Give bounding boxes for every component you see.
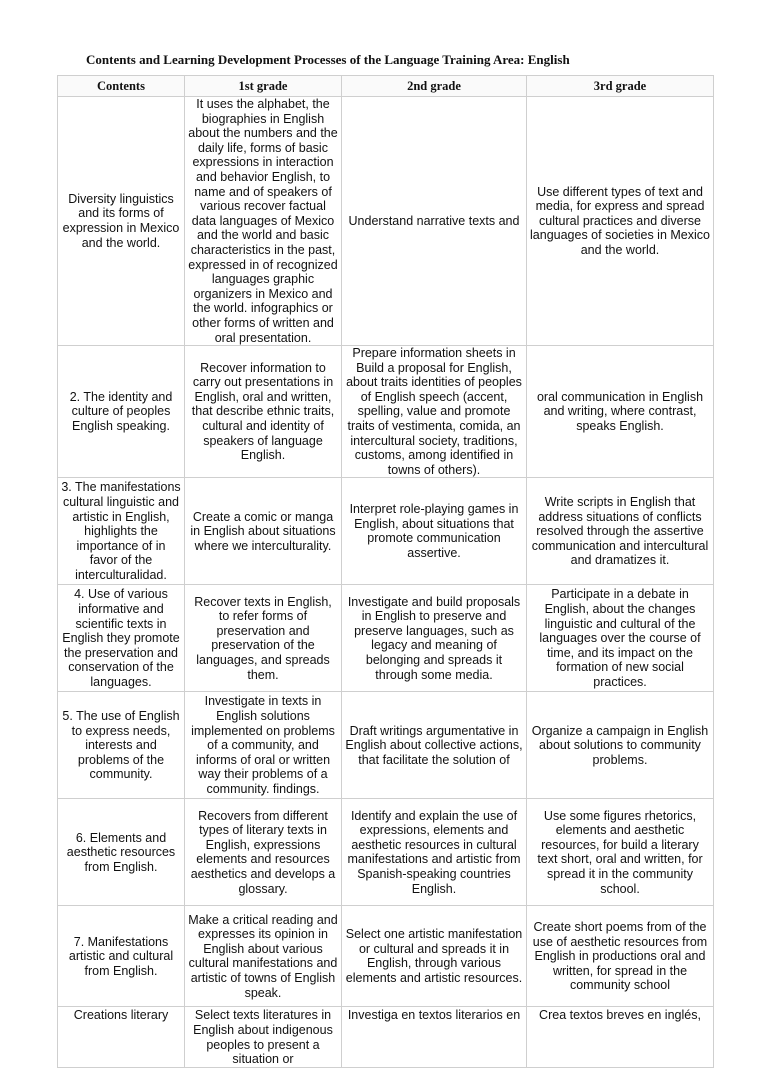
table-row bbox=[58, 346, 714, 478]
contents-cell: Diversity linguistics and its forms of expression in Mexico and the world. bbox=[58, 97, 185, 346]
table-row bbox=[58, 1007, 714, 1067]
grade2-cell: Select one artistic manifestation or cultural and spreads it in English, through various elements and artistic resources. bbox=[342, 906, 527, 1007]
table-row bbox=[58, 585, 714, 692]
contents-cell: 3. The manifestations cultural linguistic and artistic in English, highlights the importance of in favor of the interculturalidad. bbox=[58, 478, 185, 585]
grade1-cell: Recover information to carry out presentations in English, oral and written, that describe ethnic traits, cultural and identity of speakers of language English. bbox=[185, 346, 342, 478]
grade3-cell: Write scripts in English that address situations of conflicts resolved through the assertive communication and intercultural and dramatizes it. bbox=[527, 478, 714, 585]
header-row bbox=[58, 76, 714, 97]
table-row bbox=[58, 692, 714, 799]
document-title: Contents and Learning Development Processes of the Language Training Area: English bbox=[86, 52, 570, 67]
contents-cell: 6. Elements and aesthetic resources from English. bbox=[58, 799, 185, 906]
grade3-cell: Participate in a debate in English, about the changes linguistic and cultural of the languages over the course of time, and its impact on the formation of new social practices. bbox=[527, 585, 714, 692]
content-table bbox=[57, 75, 714, 1068]
grade2-cell: Understand narrative texts and bbox=[342, 97, 527, 346]
contents-cell: Creations literary bbox=[58, 1007, 185, 1067]
grade1-cell: Recover texts in English, to refer forms of preservation and preservation of the languages, and spreads them. bbox=[185, 585, 342, 692]
contents-cell: 2. The identity and culture of peoples English speaking. bbox=[58, 346, 185, 478]
table-row bbox=[58, 799, 714, 906]
grade3-cell: Use different types of text and media, for express and spread cultural practices and diverse languages of societies in Mexico and the world. bbox=[527, 97, 714, 346]
grade2-cell: Draft writings argumentative in English about collective actions, that facilitate the solution of bbox=[342, 692, 527, 799]
table-row bbox=[58, 97, 714, 346]
grade3-cell: oral communication in English and writing, where contrast, speaks English. bbox=[527, 346, 714, 478]
grade2-cell: Investiga en textos literarios en bbox=[342, 1007, 527, 1067]
grade2-cell: Identify and explain the use of expressions, elements and aesthetic resources in cultural manifestations and artistic from Spanish-speaking countries English. bbox=[342, 799, 527, 906]
grade3-cell: Use some figures rhetorics, elements and aesthetic resources, for build a literary text short, oral and written, for spread it in the community school. bbox=[527, 799, 714, 906]
header-contents: Contents bbox=[58, 76, 185, 97]
header-3rd-grade: 3rd grade bbox=[527, 76, 714, 97]
grade3-cell: Crea textos breves en inglés, bbox=[527, 1007, 714, 1067]
grade3-cell: Organize a campaign in English about solutions to community problems. bbox=[527, 692, 714, 799]
table-row bbox=[58, 478, 714, 585]
grade1-cell: It uses the alphabet, the biographies in English about the numbers and the daily life, forms of basic expressions in interaction and behavior English, to name and of speakers of various recover factual data languages of Mexico and the world and basic characteristics in the past, expressed in of recognized languages graphic organizers in Mexico and the world. infographics or other forms of written and oral presentation. bbox=[185, 97, 342, 346]
grade2-cell: Prepare information sheets in Build a proposal for English, about traits identities of peoples of English speech (accent, spelling, value and promote traits of vestimenta, comida, an intercultural society, traditions, customs, among identified in towns of others). bbox=[342, 346, 527, 478]
grade1-cell: Investigate in texts in English solutions implemented on problems of a community, and informs of oral or written way their problems of a community. findings. bbox=[185, 692, 342, 799]
contents-cell: 5. The use of English to express needs, interests and problems of the community. bbox=[58, 692, 185, 799]
grade1-cell: Select texts literatures in English about indigenous peoples to present a situation or bbox=[185, 1007, 342, 1067]
grade2-cell: Interpret role-playing games in English, about situations that promote communication assertive. bbox=[342, 478, 527, 585]
grade1-cell: Make a critical reading and expresses its opinion in English about various cultural manifestations and artistic of towns of English speak. bbox=[185, 906, 342, 1007]
grade1-cell: Recovers from different types of literary texts in English, expressions elements and resources aesthetics and develops a glossary. bbox=[185, 799, 342, 906]
contents-cell: 7. Manifestations artistic and cultural from English. bbox=[58, 906, 185, 1007]
grade3-cell: Create short poems from of the use of aesthetic resources from English in productions oral and written, for spread in the community school bbox=[527, 906, 714, 1007]
header-1st-grade: 1st grade bbox=[185, 76, 342, 97]
contents-cell: 4. Use of various informative and scientific texts in English they promote the preservation and conservation of the languages. bbox=[58, 585, 185, 692]
table-row bbox=[58, 906, 714, 1007]
grade2-cell: Investigate and build proposals in English to preserve and preserve languages, such as legacy and meaning of belonging and spreads it through some media. bbox=[342, 585, 527, 692]
header-2nd-grade: 2nd grade bbox=[342, 76, 527, 97]
grade1-cell: Create a comic or manga in English about situations where we interculturality. bbox=[185, 478, 342, 585]
